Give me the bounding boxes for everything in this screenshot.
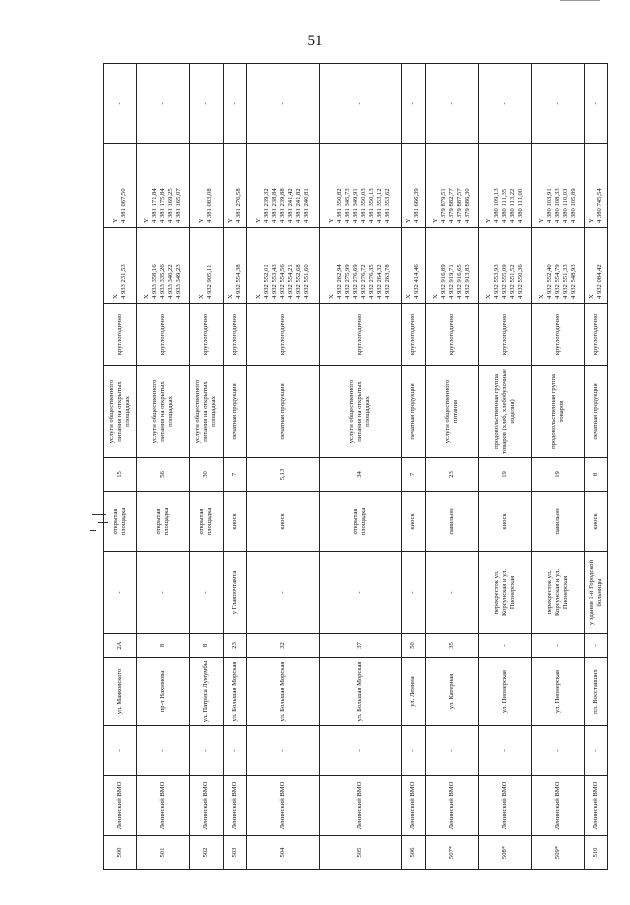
zone-cell: - [584, 726, 607, 776]
landmark-cell: перекресток ул. Корсунская и ул. Пионерская [478, 552, 531, 634]
landmark-cell: - [104, 552, 137, 634]
table-row [137, 64, 190, 870]
retail-placement-table [103, 63, 608, 870]
zone-cell: - [190, 726, 223, 776]
period-cell: круглогодично [246, 304, 319, 366]
district-cell: Ленинский ВМО [104, 776, 137, 836]
landmark-cell: у Главпочтамта [223, 552, 246, 634]
period-cell: круглогодично [531, 304, 584, 366]
landmark-cell: - [246, 552, 319, 634]
landmark-cell: у здания 1-й Городской больницы [584, 552, 607, 634]
row-number: 503 [223, 836, 246, 870]
specialization-cell: услуги общественного питания на открытых площадках [104, 366, 137, 458]
district-cell: Ленинский ВМО [478, 776, 531, 836]
house-cell: 2А [104, 634, 137, 658]
y-coordinates-cell: Y 4 381 083,08 [190, 144, 223, 228]
note-cell: - [531, 64, 584, 144]
x-coordinates-cell: X 4 932 552,01 4 932 553,43 4 932 554,56 4 932 554,21 4 932 552,68 4 932 551,60 [246, 228, 319, 304]
house-cell: 37 [319, 634, 402, 658]
object-type-cell: павильон [425, 492, 478, 552]
street-cell: ул. Патриса Лумумбы [190, 658, 223, 726]
house-cell: - [531, 634, 584, 658]
table-row [223, 64, 246, 870]
specialization-cell: печатная продукция [223, 366, 246, 458]
y-coordinates-cell: Y 4 380 103,91 4 380 108,33 4 380 110,03 4 380 105,89 [531, 144, 584, 228]
district-cell: Ленинский ВМО [425, 776, 478, 836]
y-coordinates-cell: Y 4 381 276,58 [223, 144, 246, 228]
zone-cell: - [137, 726, 190, 776]
area-cell: 7 [402, 458, 425, 492]
specialization-cell: услуги общественного питания [425, 366, 478, 458]
row-number: 500 [104, 836, 137, 870]
row-number: 505 [319, 836, 402, 870]
row-number: 506 [402, 836, 425, 870]
house-cell: 8 [190, 634, 223, 658]
object-type-cell: открытая площадка [137, 492, 190, 552]
period-cell: круглогодично [137, 304, 190, 366]
specialization-cell: продовольственная группа товаров [531, 366, 584, 458]
specialization-cell: услуги общественного питания на открытых площадках [190, 366, 223, 458]
y-coordinates-cell: Y 4 380 109,13 4 380 111,35 4 380 113,22 4 380 111,00 [478, 144, 531, 228]
area-cell: 30 [190, 458, 223, 492]
note-cell: - [223, 64, 246, 144]
zone-cell: - [246, 726, 319, 776]
period-cell: круглогодично [319, 304, 402, 366]
y-coordinates-cell: Y 4 379 879,51 4 379 882,77 4 379 887,57 4 379 886,30 [425, 144, 478, 228]
specialization-cell: печатная продукция [584, 366, 607, 458]
table-row [319, 64, 402, 870]
house-cell: - [584, 634, 607, 658]
object-type-cell: киоск [478, 492, 531, 552]
row-number: 509* [531, 836, 584, 870]
street-cell: ул. Пионерская [478, 658, 531, 726]
object-type-cell: открытая площадка [190, 492, 223, 552]
note-cell: - [425, 64, 478, 144]
x-coordinates-cell: X 4 933 358,16 4 933 335,26 4 933 346,22 4 933 349,23 [137, 228, 190, 304]
zone-cell: - [478, 726, 531, 776]
landmark-cell: - [425, 552, 478, 634]
area-cell: 7 [223, 458, 246, 492]
street-cell: пл. Восставших [584, 658, 607, 726]
specialization-cell: услуги общественного питания на открытых площадках [319, 366, 402, 458]
house-cell: - [478, 634, 531, 658]
y-coordinates-cell: Y 4 381 666,39 [402, 144, 425, 228]
row-number: 510 [584, 836, 607, 870]
table-row [584, 64, 607, 870]
street-cell: ул. Катерная [425, 658, 478, 726]
note-cell: - [104, 64, 137, 144]
landmark-cell: - [319, 552, 402, 634]
y-coordinates-cell: Y 4 381 067,50 [104, 144, 137, 228]
landmark-cell: - [402, 552, 425, 634]
table-row [478, 64, 531, 870]
x-coordinates-cell: X 4 932 262,94 4 932 275,99 4 932 276,69 4 932 276,72 4 932 276,35 4 932 264,32 4 932 263,78 [319, 228, 402, 304]
x-coordinates-cell: X 4 932 554,38 [223, 228, 246, 304]
x-coordinates-cell: X 4 932 905,11 [190, 228, 223, 304]
table-row [402, 64, 425, 870]
street-cell: ул. Большая Морская [246, 658, 319, 726]
x-coordinates-cell: X 4 932 552,40 4 932 554,79 4 932 551,33 4 932 548,93 [531, 228, 584, 304]
area-cell: 19 [531, 458, 584, 492]
period-cell: круглогодично [478, 304, 531, 366]
y-coordinates-cell: Y 4 381 239,32 4 381 238,84 4 381 239,88 4 381 241,42 4 381 241,82 4 381 240,81 [246, 144, 319, 228]
house-cell: 23 [223, 634, 246, 658]
note-cell: - [190, 64, 223, 144]
zone-cell: - [425, 726, 478, 776]
street-cell: ул. Маяковского [104, 658, 137, 726]
specialization-cell: печатная продукция [402, 366, 425, 458]
row-number: 502 [190, 836, 223, 870]
period-cell: круглогодично [104, 304, 137, 366]
street-cell: ул. Большая Морская [319, 658, 402, 726]
house-cell: 35 [425, 634, 478, 658]
object-type-cell: киоск [584, 492, 607, 552]
row-number: 504 [246, 836, 319, 870]
object-type-cell: открытая площадка [104, 492, 137, 552]
row-number: 501 [137, 836, 190, 870]
house-cell: 8 [137, 634, 190, 658]
period-cell: круглогодично [223, 304, 246, 366]
x-coordinates-cell: X 4 933 231,53 [104, 228, 137, 304]
x-coordinates-cell: X 4 932 414,46 [402, 228, 425, 304]
table-row [246, 64, 319, 870]
y-coordinates-cell: Y 4 381 350,82 4 381 345,73 4 381 349,91 4 381 350,03 4 381 350,13 4 381 353,12 4 381 353,62 [319, 144, 402, 228]
zone-cell: - [223, 726, 246, 776]
x-coordinates-cell: X 4 932 084,42 [584, 228, 607, 304]
district-cell: Ленинский ВМО [584, 776, 607, 836]
zone-cell: - [531, 726, 584, 776]
specialization-cell: услуги общественного питания на открытых площадках [137, 366, 190, 458]
house-cell: 32 [246, 634, 319, 658]
object-type-cell: открытая площадка [319, 492, 402, 552]
object-type-cell: киоск [402, 492, 425, 552]
street-cell: ул. Пионерская [531, 658, 584, 726]
period-cell: круглогодично [425, 304, 478, 366]
note-cell: - [478, 64, 531, 144]
y-coordinates-cell: Y 4 381 171,84 4 381 175,84 4 381 169,25 4 381 165,07 [137, 144, 190, 228]
area-cell: 15 [104, 458, 137, 492]
area-cell: 5,13 [246, 458, 319, 492]
object-type-cell: киоск [246, 492, 319, 552]
area-cell: 8 [584, 458, 607, 492]
note-cell: - [137, 64, 190, 144]
row-number: 507* [425, 836, 478, 870]
rotated-table-wrapper [103, 64, 608, 870]
note-cell: - [584, 64, 607, 144]
x-coordinates-cell: X 4 932 916,89 4 932 919,71 4 932 916,65 4 932 913,83 [425, 228, 478, 304]
street-cell: пр-т Нахимова [137, 658, 190, 726]
table-sheet [103, 64, 608, 870]
table-body [104, 64, 608, 870]
district-cell: Ленинский ВМО [190, 776, 223, 836]
note-cell: - [246, 64, 319, 144]
table-row [104, 64, 137, 870]
street-cell: ул. Ленина [402, 658, 425, 726]
zone-cell: - [104, 726, 137, 776]
x-coordinates-cell: X 4 932 553,93 4 932 555,09 4 932 551,52 4 932 550,36 [478, 228, 531, 304]
table-row [190, 64, 223, 870]
object-type-cell: киоск [223, 492, 246, 552]
district-cell: Ленинский ВМО [402, 776, 425, 836]
top-edge-rule [560, 0, 600, 1]
table-row [425, 64, 478, 870]
page-number: 51 [307, 33, 323, 49]
district-cell: Ленинский ВМО [223, 776, 246, 836]
landmark-cell: - [137, 552, 190, 634]
y-coordinates-cell: Y 4 380 745,54 [584, 144, 607, 228]
house-cell: 50 [402, 634, 425, 658]
period-cell: круглогодично [402, 304, 425, 366]
specialization-cell: продовольственная группа товаров (хлеб, хлебобулочные изделия) [478, 366, 531, 458]
area-cell: 34 [319, 458, 402, 492]
row-number: 508* [478, 836, 531, 870]
district-cell: Ленинский ВМО [319, 776, 402, 836]
note-cell: - [402, 64, 425, 144]
specialization-cell: печатная продукция [246, 366, 319, 458]
table-row [531, 64, 584, 870]
area-cell: 19 [478, 458, 531, 492]
landmark-cell: - [190, 552, 223, 634]
zone-cell: - [402, 726, 425, 776]
period-cell: круглогодично [584, 304, 607, 366]
period-cell: круглогодично [190, 304, 223, 366]
zone-cell: - [319, 726, 402, 776]
district-cell: Ленинский ВМО [246, 776, 319, 836]
district-cell: Ленинский ВМО [531, 776, 584, 836]
area-cell: 56 [137, 458, 190, 492]
street-cell: ул. Большая Морская [223, 658, 246, 726]
district-cell: Ленинский ВМО [137, 776, 190, 836]
area-cell: 23 [425, 458, 478, 492]
object-type-cell: павильон [531, 492, 584, 552]
landmark-cell: перекресток ул. Корсунская и ул. Пионерская [531, 552, 584, 634]
note-cell: - [319, 64, 402, 144]
